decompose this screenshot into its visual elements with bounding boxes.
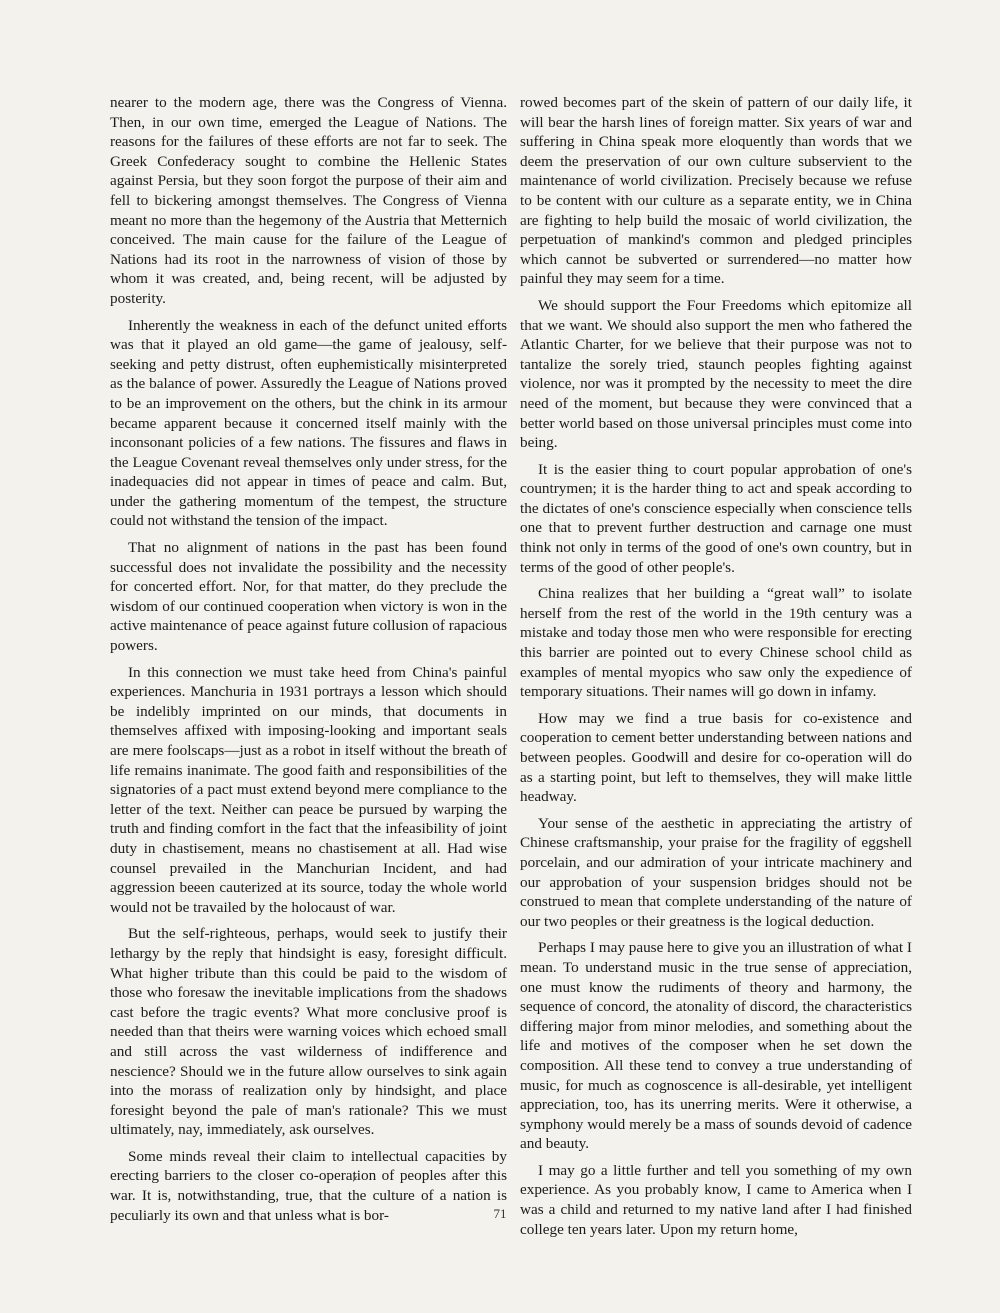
- paragraph: It is the easier thing to court popular approbation of one's countrymen; it is the harder thing to act and speak according to the dictates of one's conscience especially when conscience tells one that to prevent further destruction and carnage one must think not only in terms of the good of one's own country, but in terms of the good of other people's.: [520, 460, 912, 576]
- page-number: 71: [493, 1206, 507, 1221]
- paragraph: Inherently the weakness in each of the defunct united efforts was that it played an old game—the game of jealousy, self-seeking and petty distrust, often euphemistically misinterpreted as the balance of power. Assuredly the League of Nations proved to be an improvement on the others, but the chink in its armour became apparent because it concerned itself mainly with the inconsonant policies of a few nations. The fissures and flaws in the League Covenant reveal themselves only under stress, for the inadequacies did not appear in times of peace and calm. But, under the gathering momentum of the tempest, the structure could not withstand the tension of the impact.: [110, 316, 507, 530]
- paragraph: That no alignment of nations in the past has been found successful does not invalidate the possibility and the necessity for concerted effort. Nor, for that matter, do they preclude the wisdom of our continued cooperation when victory is won in the active maintenance of peace against future collusion of rapacious powers.: [110, 539, 507, 655]
- paragraph: nearer to the modern age, there was the Congress of Vienna. Then, in our own time, emerged the League of Nations. The reasons for the failures of these efforts are not far to seek. The Greek Confederacy sought to combine the Hellenic States against Persia, but they soon forgot the purpose of their aim and fell to bickering amongst themselves. The Congress of Vienna meant no more than the hegemony of the Austria that Metternich conceived. The main cause for the failure of the League of Nations had its root in the narrowness of vision of those by whom it was created, and, being recent, will be adjusted by posterity.: [110, 94, 507, 307]
- paragraph: Your sense of the aesthetic in appreciating the artistry of Chinese craftsmanship, your praise for the fragility of eggshell porcelain, and our admiration of your intricate machinery and our approbation of your suspension bridges should not be construed to mean that complete understanding of the nature of our two peoples or their greatness is the logical deduction.: [520, 814, 912, 930]
- left-text-column: [110, 93, 507, 1232]
- paragraph: I may go a little further and tell you something of my own experience. As you probably know, I came to America when I was a child and returned to my native land after I had finished college ten years later. Upon my return home,: [520, 1161, 912, 1238]
- paragraph: We should support the Four Freedoms which epitomize all that we want. We should also support the men who fathered the Atlantic Charter, for we believe that their purpose was not to tantalize the sorely tried, staunch peoples fighting against violence, nor was it prompted by the necessity to meet the dire need of the moment, but because they were convinced that a better world based on those universal principles must come into being.: [520, 296, 912, 452]
- paragraph: China realizes that her building a “great wall” to isolate herself from the rest of the world in the 19th century was a mistake and today those men who were responsible for erecting this barrier are pointed out to every Chinese school child as examples of mental myopics who saw only the expedience of temporary situations. Their names will go down in infamy.: [520, 585, 912, 701]
- paragraph: rowed becomes part of the skein of pattern of our daily life, it will bear the harsh lines of foreign matter. Six years of war and suffering in China speak more eloquently than words that we deem the preservation of our own culture subservient to the maintenance of world civilization. Precisely because we refuse to be content with our culture as a separate entity, we in China are fighting to help build the mosaic of world civilization, the perpetuation of mankind's common and pledged principles which cannot be subverted or surrendered—no matter how painful they may seem for a time.: [520, 94, 912, 288]
- paragraph: Perhaps I may pause here to give you an illustration of what I mean. To understand music in the true sense of appreciation, one must know the rudiments of theory and harmony, the sequence of concord, the atonality of discord, the characteristics differing major from minor melodies, and something about the life and motives of the composer when he set down the composition. All these tend to convey a true understanding of music, for much as cognoscence is all-desirable, yet intelligent appreciation, too, has its unerring merits. Were it otherwise, a symphony would merely be a mass of sounds devoid of cadence and beauty.: [520, 939, 912, 1153]
- right-text-column: [520, 93, 912, 1246]
- paragraph: How may we find a true basis for co-existence and cooperation to cement better understanding between nations and between peoples. Goodwill and desire for co-operation will do as a starting point, but left to themselves, they will make little headway.: [520, 709, 912, 806]
- paragraph: In this connection we must take heed from China's painful experiences. Manchuria in 1931 portrays a lesson which should be indelibly imprinted on our minds, that documents in themselves affixed with imposing-looking and important seals are mere foolscaps—just as a robot in itself without the breath of life remains inanimate. The good faith and responsibilities of the signatories of a pact must extend beyond mere compliance to the letter of the text. Neither can peace be pursued by warping the truth and finding comfort in the fact that the infeasibility of joint duty in chastisement, means no chastisement at all. Had wise counsel prevailed in the Manchurian Incident, and had aggression beeen cauterized at its source, today the whole world would not be travailed by the holocaust of war.: [110, 663, 507, 916]
- paragraph: Some minds reveal their claim to intellectual capacities by erecting barriers to the closer co-operation of peoples after this war. It is, notwithstanding, true, that the culture of a nation is peculiarly its own and that unless what is bor-: [110, 1147, 507, 1224]
- paragraph: But the self-righteous, perhaps, would seek to justify their lethargy by the reply that hindsight is easy, foresight difficult. What higher tribute than this could be paid to the wisdom of those who foresaw the inevitable implications from the shadows cast before the tragic events? What more conclusive proof is needed than that theirs were warning voices which echoed small and still across the vast wilderness of indifference and nescience? Should we in the future allow ourselves to sink again into the morass of realization only by hindsight, and place foresight beyond the pale of man's rationale? This we must ultimately, nay, immediately, ask ourselves.: [110, 925, 507, 1139]
